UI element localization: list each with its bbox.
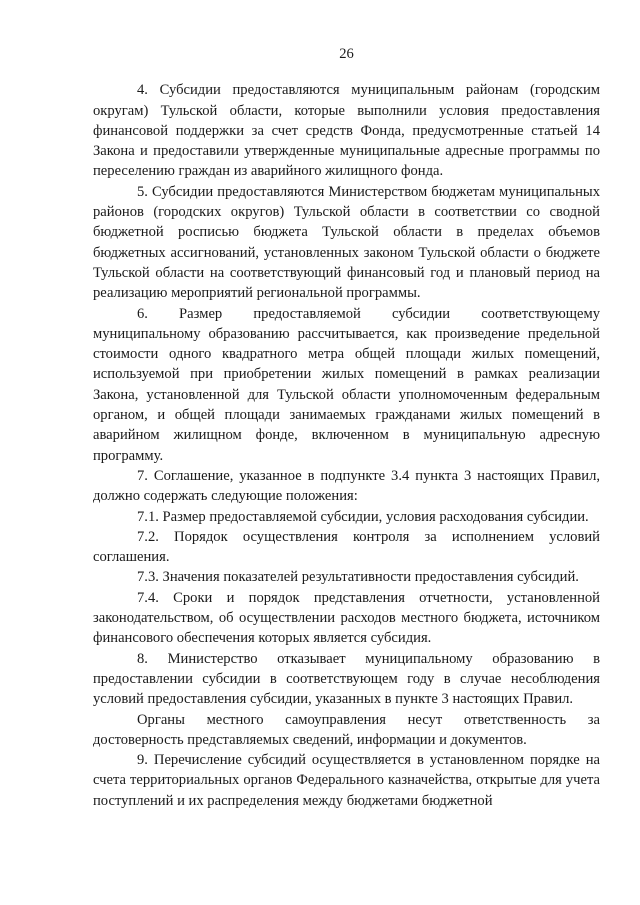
paragraph-4: 4. Субсидии предоставляются муниципальным районам (городским округам) Тульской области, которые выполнили условия предоставления финансовой поддержки за счет средств Фонда, предусмотренные статьей 14 Закона и предоставили утвержденные муниципальные адресные программы по переселению граждан из аварийного жилищного фонда. xyxy=(93,82,600,180)
paragraph-6: 6. Размер предоставляемой субсидии соответствующему муниципальному образованию рассчитывается, как произведение предельной стоимости одного квадратного метра общей площади жилых помещений, используемой при приобретении жилых помещений в рамках реализации Закона, установленной для Тульской области уполномоченным федеральным органом, и общей площади занимаемых гражданами жилых помещений в аварийном жилищном фонде, включенном в муниципальную адресную программу. xyxy=(93,305,600,464)
page-number: 26 xyxy=(339,46,354,62)
subparagraph-7-3: 7.3. Значения показателей результативности предоставления субсидий. xyxy=(137,569,579,586)
paragraph-responsibility: Органы местного самоуправления несут ответственность за достоверность представляемых сведений, информации и документов. xyxy=(93,711,600,748)
paragraph-8: 8. Министерство отказывает муниципальному образованию в предоставлении субсидии в соответствующем году в случае несоблюдения условий предоставления субсидии, указанных в пункте 3 настоящих Правил. xyxy=(93,650,600,708)
paragraph-5: 5. Субсидии предоставляются Министерством бюджетам муниципальных районов (городских округов) Тульской области в соответствии со сводной бюджетной росписью бюджета Тульской области в пределах объемов бюджетных ассигнований, установленных законом Тульской области о бюджете Тульской области на соответствующий финансовый год и плановый период на реализацию мероприятий региональной программы. xyxy=(93,183,600,302)
paragraph-7: 7. Соглашение, указанное в подпункте 3.4 пункта 3 настоящих Правил, должно содержать следующие положения: xyxy=(93,467,600,505)
document-page xyxy=(93,44,600,811)
paragraph-9: 9. Перечисление субсидий осуществляется в установленном порядке на счета территориальных органов Федерального казначейства, открытые для учета поступлений и их распределения между бюджетами бюджетной xyxy=(93,752,600,809)
subparagraph-7-1: 7.1. Размер предоставляемой субсидии, условия расходования субсидии. xyxy=(137,508,589,525)
subparagraph-7-2: 7.2. Порядок осуществления контроля за исполнением условий соглашения. xyxy=(93,528,600,566)
subparagraph-7-4: 7.4. Сроки и порядок представления отчетности, установленной законодательством, об осуществлении расходов местного бюджета, источником финансового обеспечения которых является субсидия. xyxy=(93,589,600,647)
